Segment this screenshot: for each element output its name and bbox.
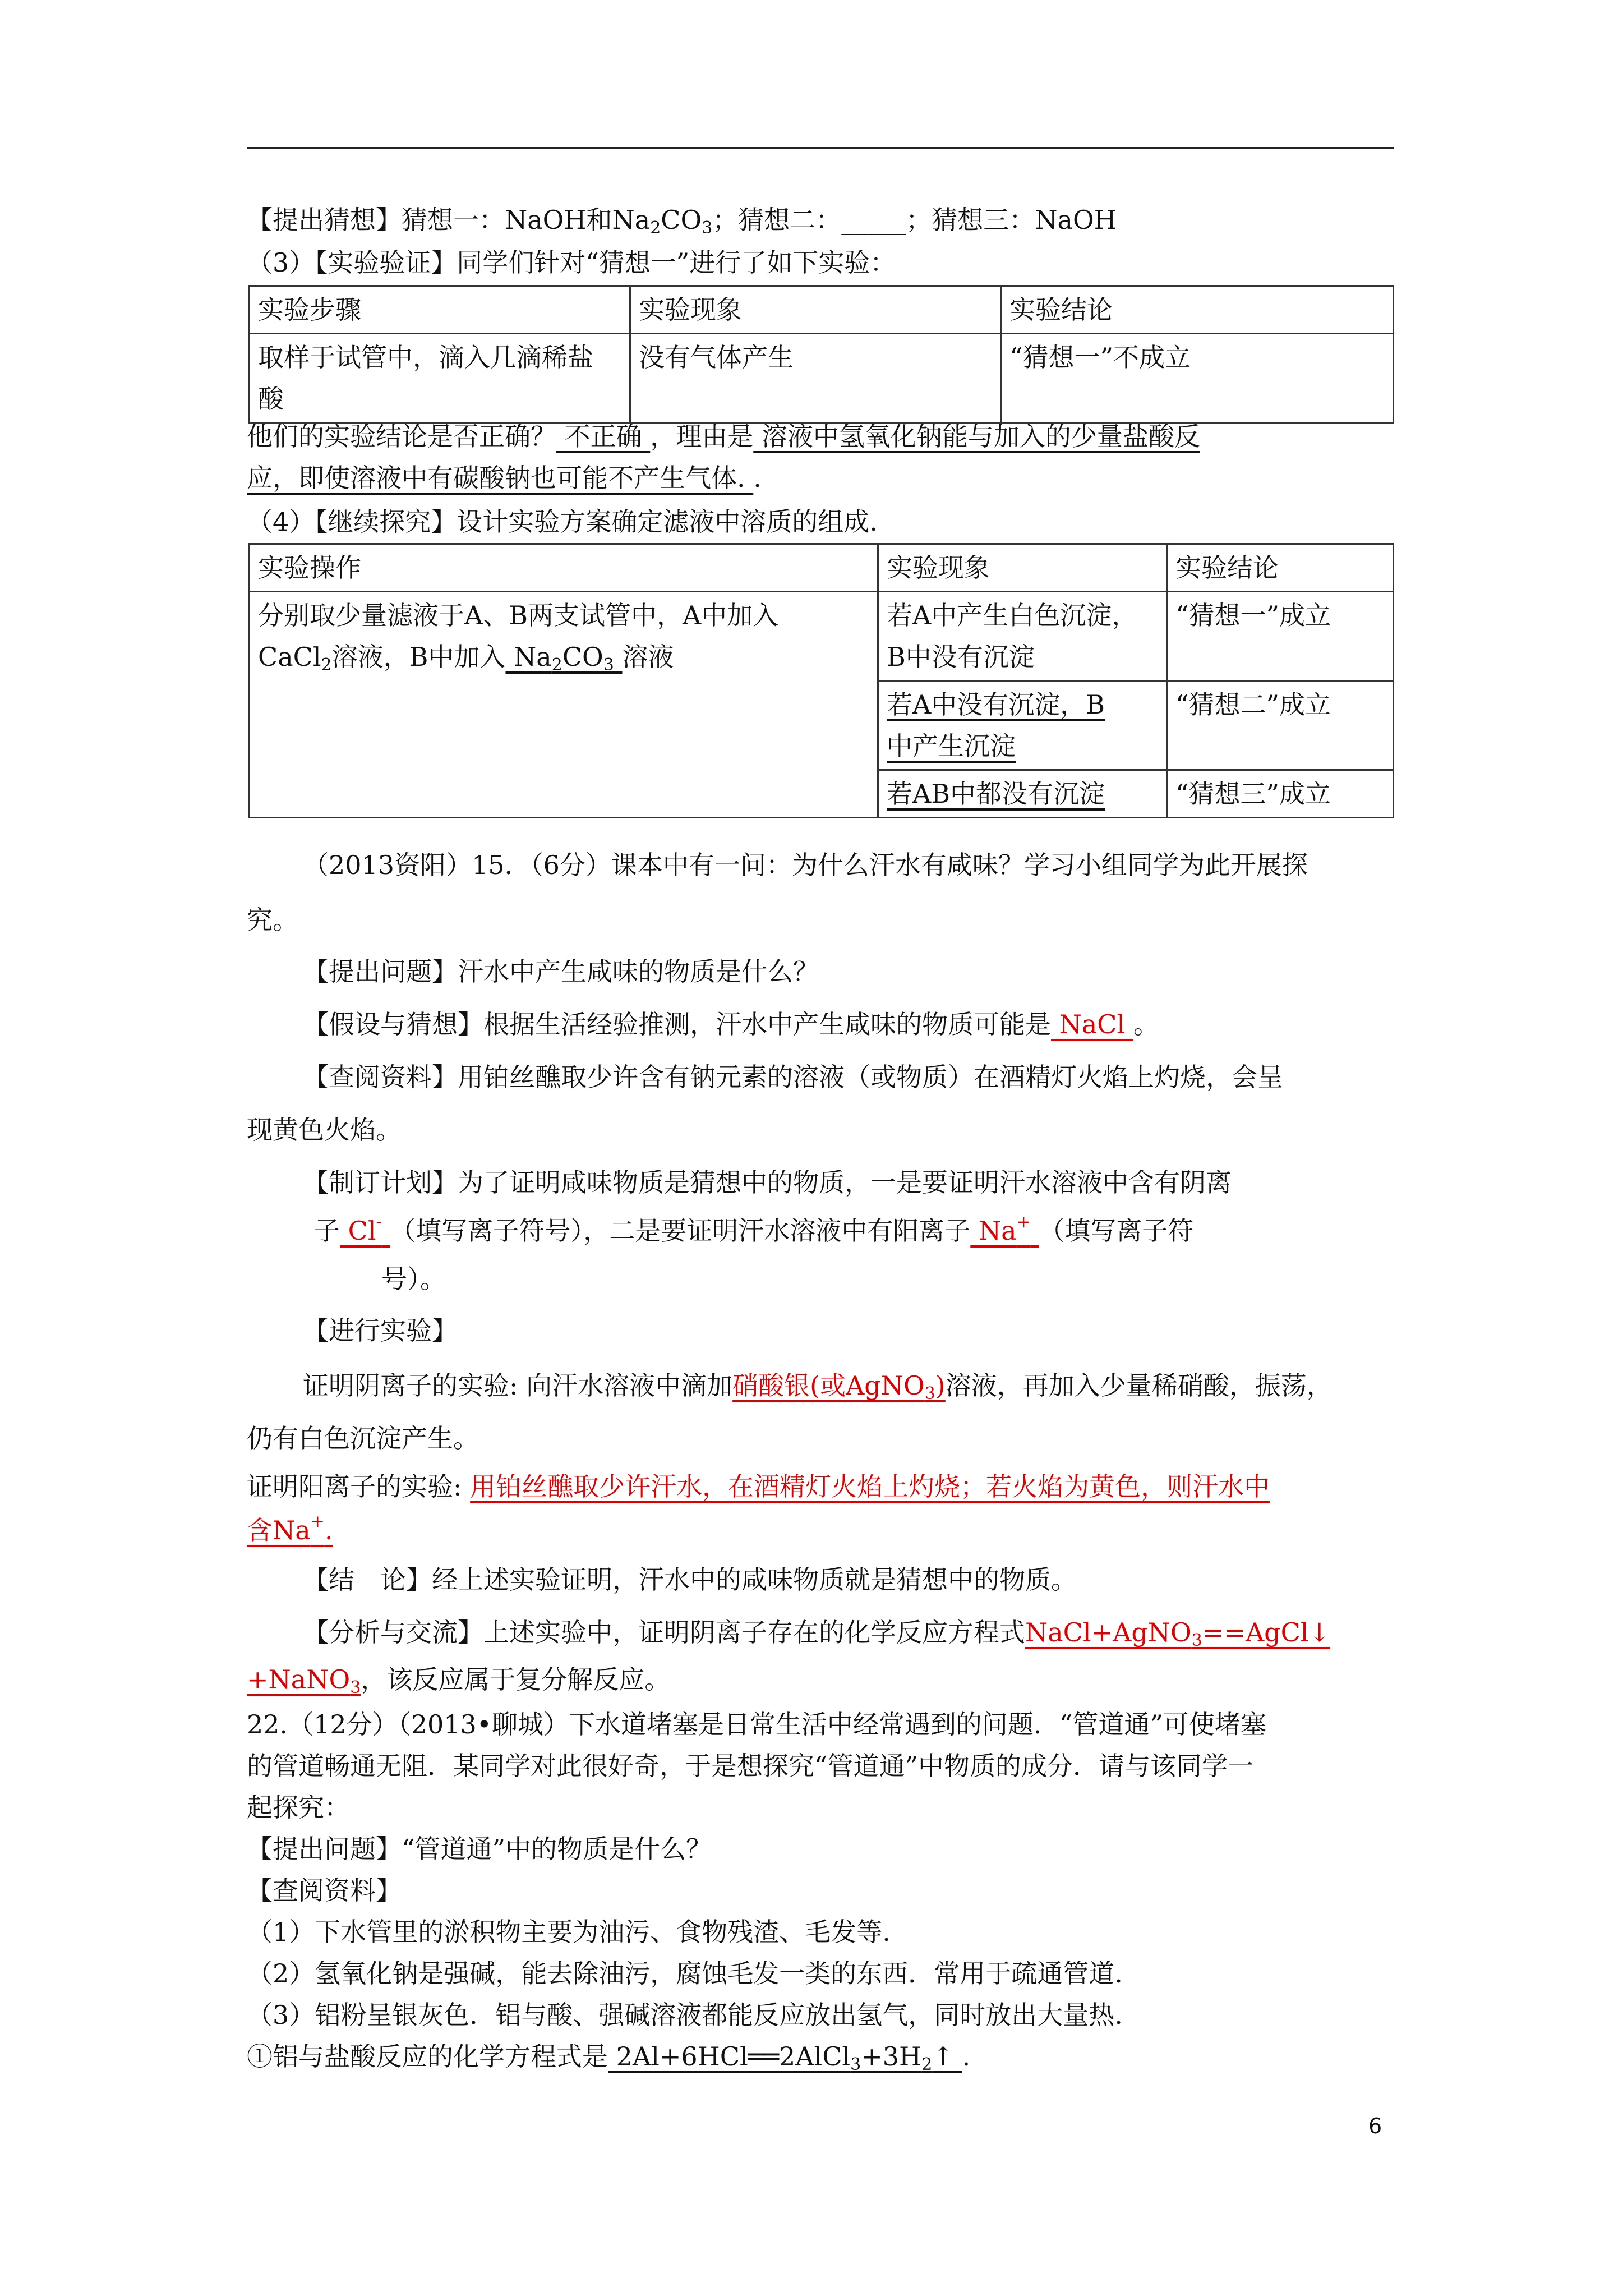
table2-phenomenon-2: 若A中没有沉淀，B 中产生沉淀 [878,681,1167,770]
q15-analysis-1: 【分析与交流】上述实验中，证明阴离子存在的化学反应方程式NaCl+AgNO$_3$==AgCl↓ [303,1617,1331,1650]
header-rule [247,147,1394,149]
verify-heading: （3）【实验验证】同学们针对“猜想一”进行了如下实验： [247,247,896,278]
verdict-line-1: 他们的实验结论是否正确？ 不正确 ，理由是 溶液中氢氧化钠能与加入的少量盐酸反 [247,421,1200,452]
table2-operation-cell: 分别取少量滤液于A、B两支试管中，A中加入 CaCl$_2$溶液，B中加入 $Na_2CO_3$ 溶液 [250,592,878,818]
q15-experiment-label: 【进行实验】 [303,1315,458,1346]
table2-header-phenomenon: 实验现象 [878,544,1167,592]
reagent-fill: $Na_2CO_3$ [505,642,614,675]
q15-anion-experiment-1: 证明阴离子的实验: 向汗水溶液中滴加硝酸银(或AgNO$_3$)溶液，再加入少量稀硝酸，振荡， [303,1370,1332,1404]
q15-intro-1: （2013资阳）15．（6分）课本中有一问：为什么汗水有咸味？学习小组同学为此开展探 [303,850,1308,880]
q22-reference-1: （1）下水管里的淤积物主要为油污、食物残渣、毛发等. [247,1917,891,1947]
reaction-equation: NaCl+AgNO$_3$==AgCl↓ [1025,1617,1331,1650]
q22-reference-3: （3）铝粉呈银灰色．铝与酸、强碱溶液都能反应放出氢气，同时放出大量热. [247,2000,1123,2030]
table2-header-conclusion: 实验结论 [1167,544,1394,592]
q15-analysis-2: +NaNO$_3$，该反应属于复分解反应。 [247,1664,671,1697]
aluminum-equation: $2Al+6HCl══2AlCl_3+3H_2↑$ [608,2041,962,2074]
verdict-answer: 不正确 [556,421,651,452]
table1-conclusion-cell: “猜想一”不成立 [1001,334,1394,423]
table2-header-operation: 实验操作 [250,544,878,592]
continue-heading: （4）【继续探究】设计实验方案确定滤液中溶质的组成. [247,507,878,537]
verdict-reason: 溶液中氢氧化钠能与加入的少量盐酸反 [753,421,1200,452]
q15-problem: 【提出问题】汗水中产生咸味的物质是什么？ [303,956,819,987]
table2-conclusion-2: “猜想二”成立 [1167,681,1394,770]
hypothesis-answer: NaCl [1051,1009,1133,1039]
q15-hypothesis: 【假设与猜想】根据生活经验推测，汗水中产生咸味的物质可能是 NaCl 。 [303,1009,1159,1039]
anion-answer: Cl- [340,1212,382,1246]
table1-phenomenon-cell: 没有气体产生 [630,334,1001,423]
q15-anion-experiment-2: 仍有白色沉淀产生。 [247,1423,479,1453]
table2-phenomenon-3: 若AB中都没有沉淀 [878,770,1167,818]
anion-reagent: 硝酸银(或AgNO$_3$) [732,1370,946,1404]
q22-intro-1: 22.（12分）（2013•聊城）下水道堵塞是日常生活中经常遇到的问题．“管道通”可使堵塞 [247,1709,1266,1740]
page-number: 6 [1368,2114,1382,2138]
table2-phenomenon-1: 若A中产生白色沉淀， B中没有沉淀 [878,592,1167,681]
table1-header-conclusion: 实验结论 [1001,286,1394,334]
q15-cation-experiment-2: 含Na+. [247,1512,333,1545]
q22-reference-2: （2）氢氧化钠是强碱，能去除油污，腐蚀毛发一类的东西．常用于疏通管道. [247,1958,1123,1989]
q22-intro-2: 的管道畅通无阻．某同学对此很好奇，于是想探究“管道通”中物质的成分．请与该同学一 [247,1751,1254,1781]
q22-reference-label: 【查阅资料】 [247,1875,402,1906]
table2-conclusion-1: “猜想一”成立 [1167,592,1394,681]
q22-problem: 【提出问题】“管道通”中的物质是什么？ [247,1834,712,1864]
verdict-line-2: 应，即使溶液中有碳酸钠也可能不产生气体. . [247,463,762,493]
table1-header-step: 实验步骤 [250,286,630,334]
cation-answer: Na+ [970,1212,1031,1246]
q15-reference-2: 现黄色火焰。 [247,1115,402,1145]
q15-intro-2: 究。 [247,905,298,935]
q22-equation-line: ①铝与盐酸反应的化学方程式是 $2Al+6HCl══2AlCl_3+3H_2↑$ . [247,2041,971,2074]
q15-reference-1: 【查阅资料】用铂丝醮取少许含有钠元素的溶液（或物质）在酒精灯火焰上灼烧，会呈 [303,1062,1283,1092]
q15-conclusion: 【结 论】经上述实验证明，汗水中的咸味物质就是猜想中的物质。 [303,1565,1077,1595]
q15-plan-2: 子 Cl- （填写离子符号），二是要证明汗水溶液中有阳离子 Na+ （填写离子符 [314,1212,1194,1246]
table2-conclusion-3: “猜想三”成立 [1167,770,1394,818]
verification-table [248,285,1394,424]
composition-table [248,543,1394,818]
q15-plan-3: 号）。 [381,1264,446,1294]
q15-plan-1: 【制订计划】为了证明咸味物质是猜想中的物质，一是要证明汗水溶液中含有阴离 [303,1167,1232,1198]
table1-step-cell: 取样于试管中，滴入几滴稀盐 酸 [250,334,630,423]
q15-cation-experiment-1: 证明阳离子的实验: 用铂丝醮取少许汗水，在酒精灯火焰上灼烧；若火焰为黄色，则汗水中 [247,1471,1270,1502]
q22-intro-3: 起探究： [247,1792,350,1823]
table1-header-phenomenon: 实验现象 [630,286,1001,334]
hypothesis-line: 【提出猜想】猜想一：NaOH和$Na_2CO_3$；猜想二：_____；猜想三：NaOH [247,205,1117,238]
